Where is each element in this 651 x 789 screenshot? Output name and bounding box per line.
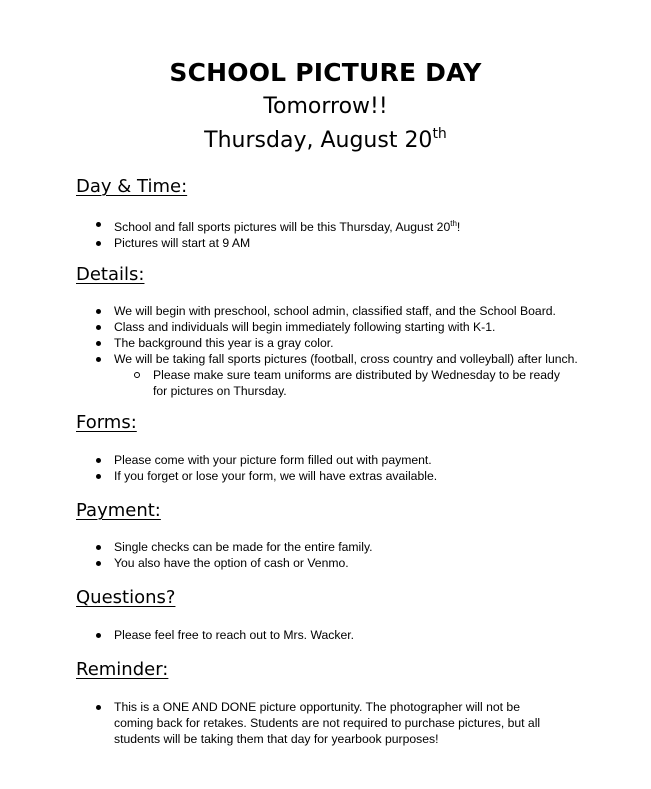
bullet-icon [96,561,101,566]
date-suffix: th [432,126,447,142]
bullet-icon [96,474,101,479]
details-list [96,303,626,399]
bullet-icon [96,357,101,362]
bullet-icon [96,309,101,314]
section-heading-reminder: Reminder: [76,659,169,680]
list-item [96,303,626,319]
document-subtitle: Tomorrow!! [263,94,388,119]
item-text: If you forget or lose your form, we will have extras available. [114,469,438,483]
bullet-icon [96,633,101,638]
bullet-icon [96,222,101,227]
list-item [96,468,626,484]
list-item [96,351,626,399]
bullet-icon [96,458,101,463]
questions-list [96,627,626,643]
item-text: Pictures will start at 9 AM [114,236,251,250]
item-text: Please feel free to reach out to Mrs. Wacker. [114,628,355,642]
section-heading-questions: Questions? [76,587,176,608]
date-text: Thursday, August 20 [204,128,433,153]
list-item [96,235,626,251]
list-item [96,319,626,335]
list-item [96,627,626,643]
document-date [0,126,651,153]
reminder-list [96,699,626,747]
list-item [96,335,626,351]
item-text: Please come with your picture form filled out with payment. [114,453,432,467]
item-text: This is a ONE AND DONE picture opportunity. The photographer will not be coming back for retakes. Students are not required to purchase pictures, but all students will be taking them that day for yearbook purposes! [114,700,541,746]
day-time-list [96,216,626,251]
item-text: Single checks can be made for the entire family. [114,540,373,554]
item-text: We will be taking fall sports pictures (football, cross country and volleyball) after lunch. [114,352,578,366]
item-text: School and fall sports pictures will be this Thursday, August 20 [114,220,451,234]
item-text: You also have the option of cash or Venmo. [114,556,349,570]
bullet-icon [96,545,101,550]
item-text: Please make sure team uniforms are distributed by Wednesday to be ready for pictures on Thursday. [153,368,560,398]
section-heading-payment: Payment: [76,500,161,521]
circle-bullet-icon [134,372,140,378]
bullet-icon [96,705,101,710]
list-item [96,539,626,555]
bullet-icon [96,325,101,330]
list-item [96,699,554,747]
section-heading-details: Details: [76,264,145,285]
item-suffix: th [450,219,457,228]
list-item [96,216,626,235]
details-sublist [114,367,626,399]
item-text: The background this year is a gray color. [114,336,334,350]
list-item [96,452,626,468]
list-item [96,555,626,571]
bullet-icon [96,241,101,246]
section-heading-forms: Forms: [76,412,137,433]
item-text: We will begin with preschool, school admin, classified staff, and the School Board. [114,304,556,318]
bullet-icon [96,341,101,346]
sub-list-item [134,367,563,399]
item-text: Class and individuals will begin immediately following starting with K-1. [114,320,496,334]
section-heading-day-time: Day & Time: [76,176,188,197]
document-title: SCHOOL PICTURE DAY [169,58,482,87]
payment-list [96,539,626,571]
item-text-end: ! [456,220,461,234]
forms-list [96,452,626,484]
